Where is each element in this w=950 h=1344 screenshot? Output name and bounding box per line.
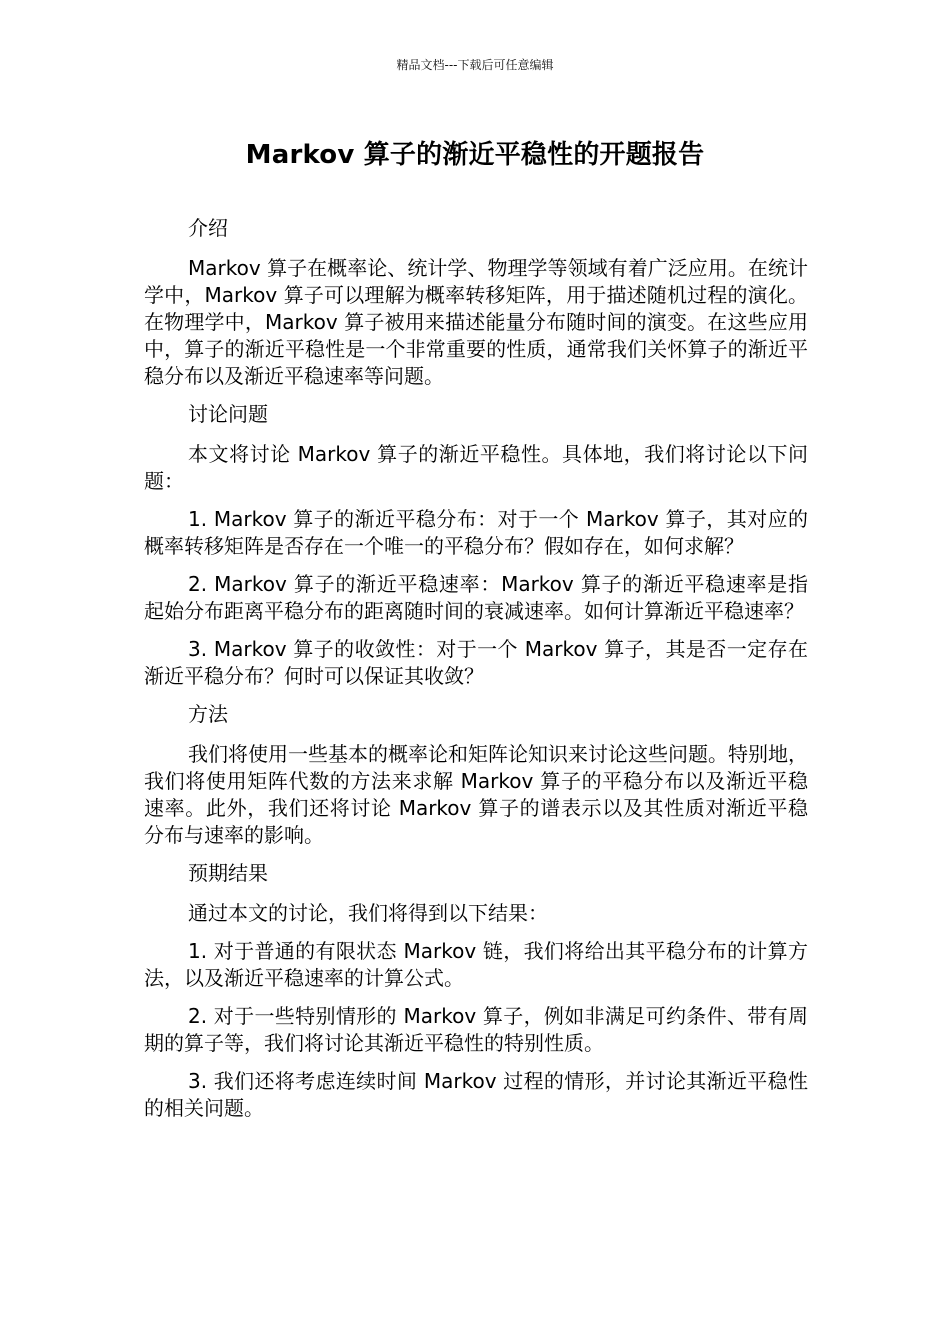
results-item: 1. 对于普通的有限状态 Markov 链，我们将给出其平稳分布的计算方法，以及渐近平稳速率的计算公式。 bbox=[144, 939, 808, 990]
section-heading-intro: 介绍 bbox=[188, 216, 228, 240]
intro-paragraph: Markov 算子在概率论、统计学、物理学等领域有着广泛应用。在统计学中，Markov 算子可以理解为概率转移矩阵，用于描述随机过程的演化。在物理学中，Markov 算子被用来描述能量分布随时间的演变。在这些应用中，算子的渐近平稳性是一个非常重要的性质，通常我们关怀算子的渐近平稳分布以及渐近平稳速率等问题。 bbox=[144, 256, 808, 388]
document-title: Markov 算子的渐近平稳性的开题报告 bbox=[245, 140, 705, 170]
discussion-item: 2. Markov 算子的渐近平稳速率：Markov 算子的渐近平稳速率是指起始分布距离平稳分布的距离随时间的衰减速率。如何计算渐近平稳速率？ bbox=[144, 572, 808, 623]
discussion-item: 3. Markov 算子的收敛性：对于一个 Markov 算子，其是否一定存在渐近平稳分布？何时可以保证其收敛？ bbox=[144, 637, 808, 688]
section-heading-results: 预期结果 bbox=[188, 861, 268, 885]
discussion-intro-paragraph: 本文将讨论 Markov 算子的渐近平稳性。具体地，我们将讨论以下问题： bbox=[144, 442, 808, 493]
section-heading-method: 方法 bbox=[188, 702, 228, 726]
section-heading-discussion: 讨论问题 bbox=[188, 402, 268, 426]
results-item: 2. 对于一些特别情形的 Markov 算子，例如非满足可约条件、带有周期的算子等，我们将讨论其渐近平稳性的特别性质。 bbox=[144, 1004, 808, 1055]
discussion-item: 1. Markov 算子的渐近平稳分布：对于一个 Markov 算子，其对应的概率转移矩阵是否存在一个唯一的平稳分布？假如存在，如何求解？ bbox=[144, 507, 808, 558]
document-body bbox=[144, 215, 808, 1133]
header-note: 精品文档---下载后可任意编辑 bbox=[396, 58, 554, 72]
results-item: 3. 我们还将考虑连续时间 Markov 过程的情形，并讨论其渐近平稳性的相关问题。 bbox=[144, 1069, 808, 1120]
method-paragraph: 我们将使用一些基本的概率论和矩阵论知识来讨论这些问题。特别地，我们将使用矩阵代数的方法来求解 Markov 算子的平稳分布以及渐近平稳速率。此外，我们还将讨论 Markov 算子的谱表示以及其性质对渐近平稳分布与速率的影响。 bbox=[144, 742, 808, 847]
results-intro-paragraph: 通过本文的讨论，我们将得到以下结果： bbox=[188, 901, 548, 925]
